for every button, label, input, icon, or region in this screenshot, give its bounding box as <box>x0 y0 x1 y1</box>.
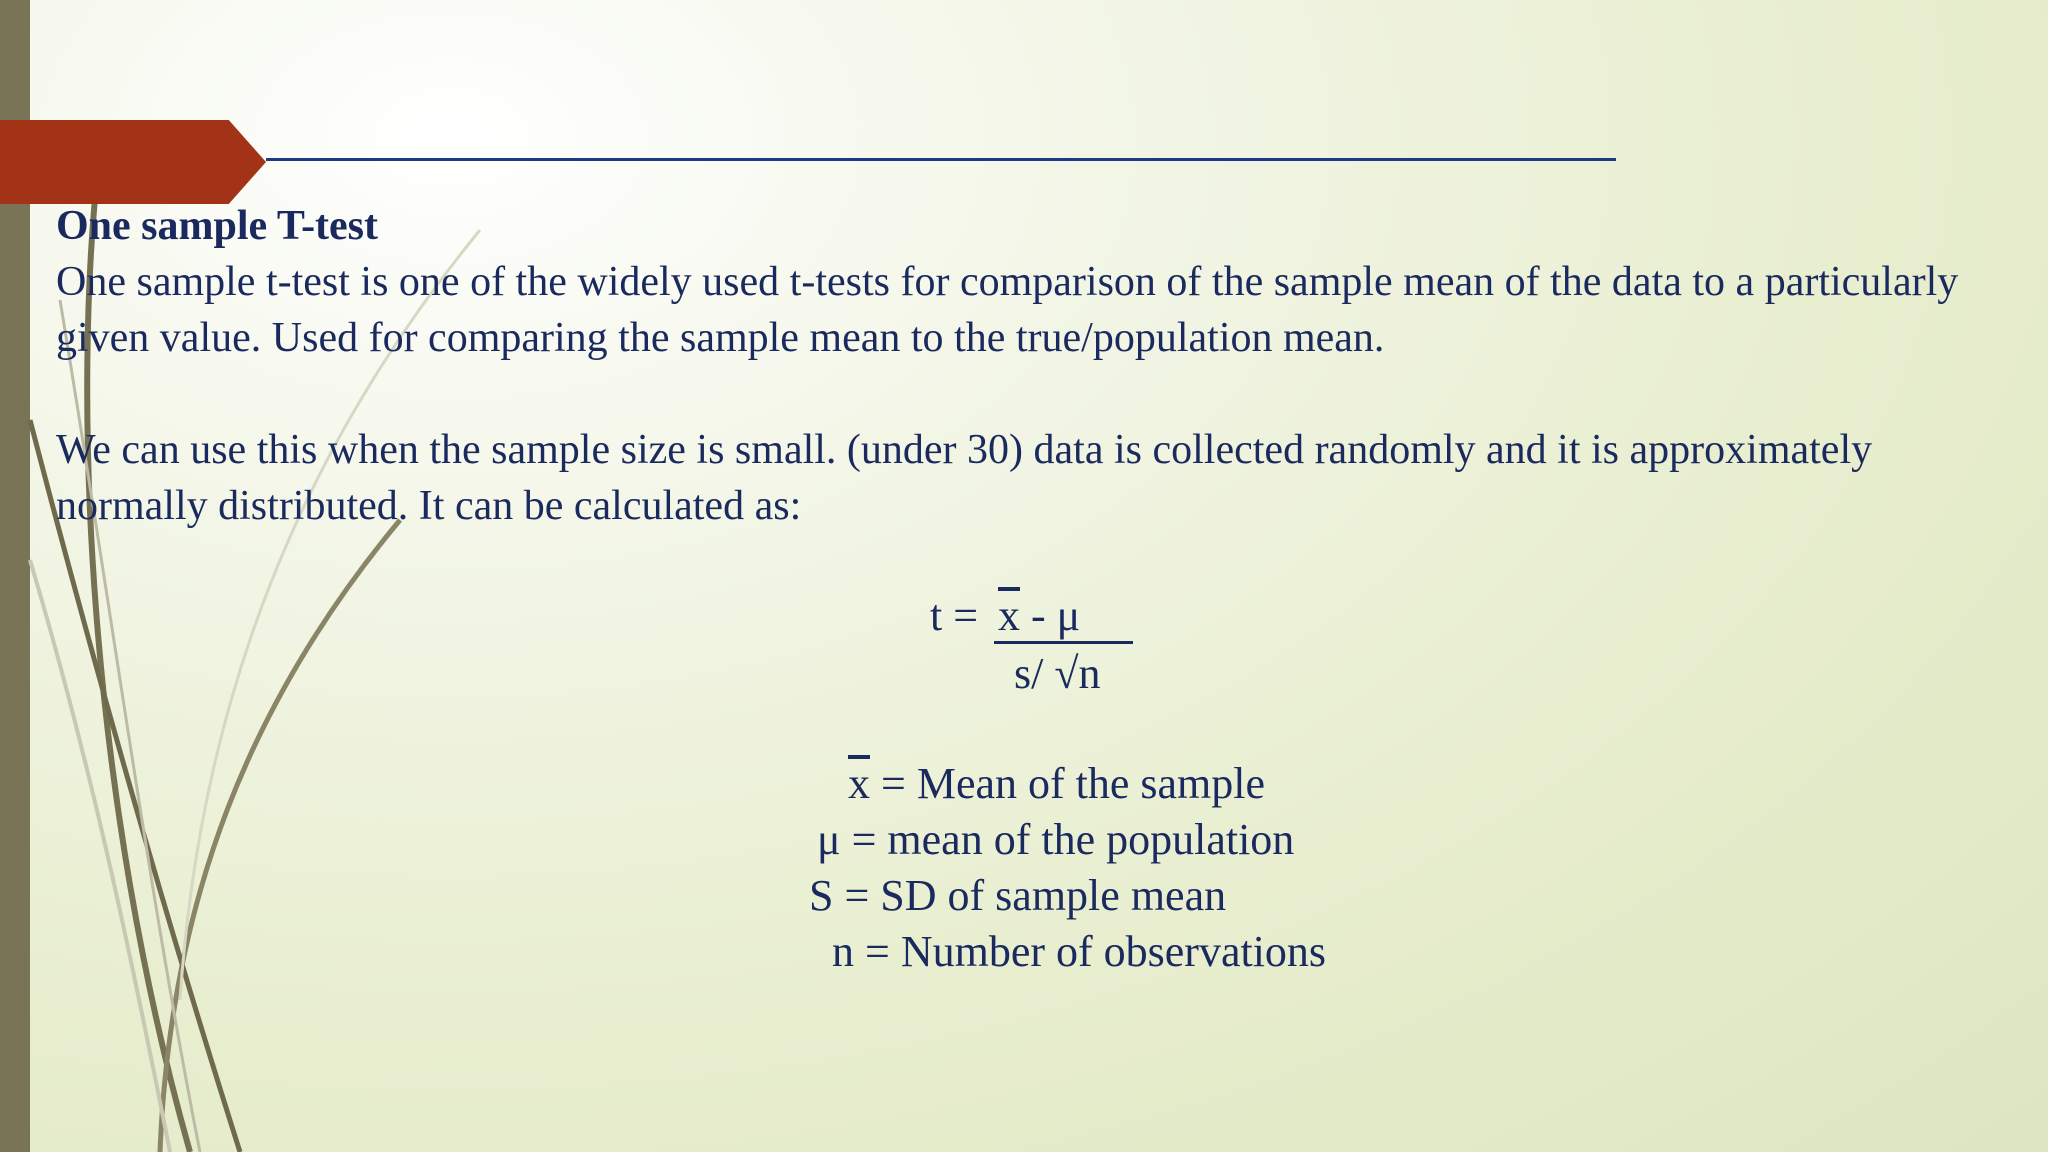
paragraph-definition: One sample t-test is one of the widely used t-tests for comparison of the sample mean of the data to a particularly given value. Used for comparing the sample mean to the true/population mean. <box>56 259 1959 361</box>
paragraph-usage: We can use this when the sample size is small. (under 30) data is collected randomly and it is approximately normally distributed. It can be calculated as: <box>56 427 1873 529</box>
formula-xbar-symbol: $\overline{x}$ <box>998 591 1020 640</box>
formula-numerator <box>994 590 1133 644</box>
legend-line-population-mean: μ = mean of the population <box>817 815 1295 864</box>
title-rule <box>266 158 1616 161</box>
paragraph-gap <box>56 366 2016 422</box>
formula-lhs: t = <box>930 591 979 640</box>
legend-line-sample-mean <box>848 756 1265 812</box>
legend-line-sd: S = SD of sample mean <box>809 871 1227 920</box>
legend-line-observations: n = Number of observations <box>832 927 1327 976</box>
formula-numerator-rest: - μ <box>1020 591 1081 640</box>
title-flag-shape <box>0 120 266 204</box>
formula-denominator: s/ √n <box>1014 649 1101 698</box>
legend-xbar-symbol: $\overline{x}$ <box>848 759 870 808</box>
slide-heading: One sample T-test <box>56 203 379 249</box>
slide-content <box>56 198 2016 534</box>
legend-sample-mean-text: = Mean of the sample <box>870 759 1266 808</box>
